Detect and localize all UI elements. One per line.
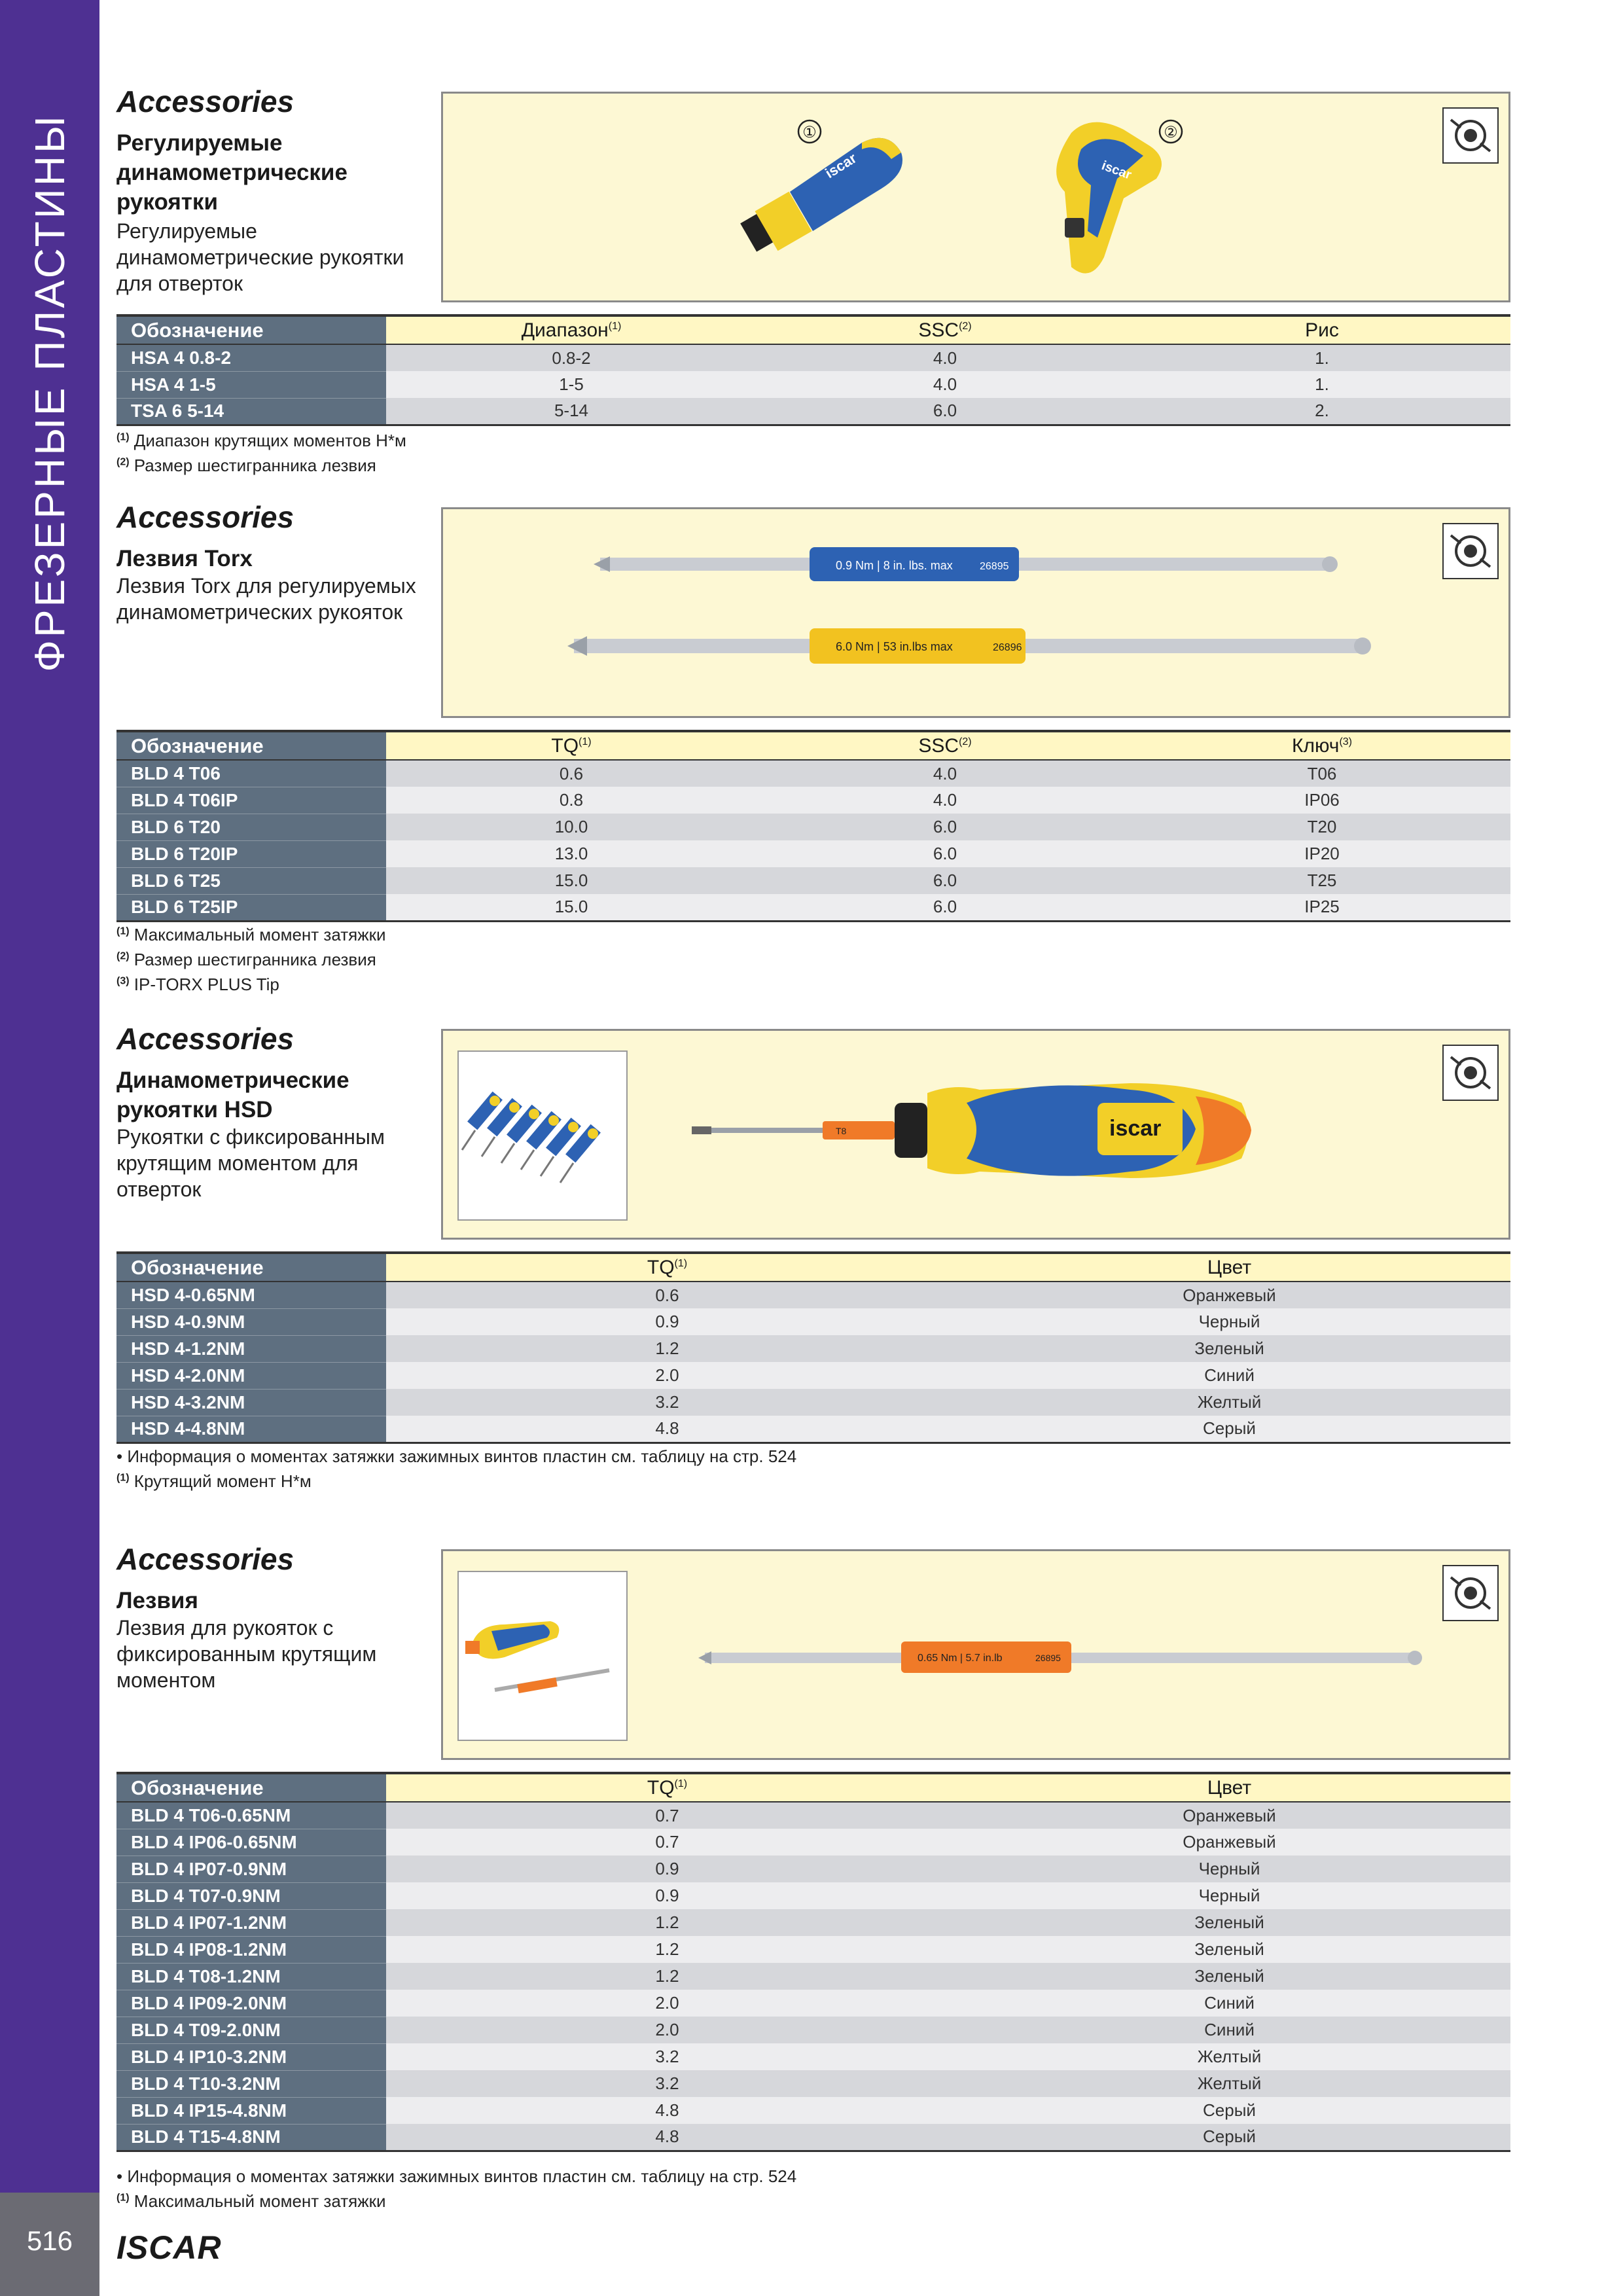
svg-text:iscar: iscar (822, 149, 860, 182)
accessories-title: Accessories (116, 1022, 294, 1056)
table-row: HSD 4-0.9NM 0.9 Черный (116, 1308, 1510, 1335)
table-row: BLD 4 IP07-0.9NM 0.9 Черный (116, 1856, 1510, 1882)
spec-table (116, 730, 1510, 922)
col-header-ssc: SSC$^{(2)}$ (757, 315, 1133, 344)
footnote: • Информация о моментах затяжки зажимных винтов пластин см. таблицу на стр. 524 (116, 1446, 797, 1466)
hsd-handle-illustration (443, 1031, 1512, 1242)
table-row: HSD 4-3.2NM 3.2 Желтый (116, 1389, 1510, 1416)
table-row: BLD 4 IP07-1.2NM 1.2 Зеленый (116, 1909, 1510, 1936)
col-header-tq: TQ$^{(1)}$ (386, 1253, 948, 1282)
svg-text:iscar: iscar (1099, 158, 1133, 183)
table-row: BLD 4 T06 0.6 4.0 T06 (116, 760, 1510, 787)
blade-yellow-icon (567, 628, 1371, 664)
torx-blades-illustration (443, 509, 1512, 720)
table-row: HSD 4-0.65NM 0.6 Оранжевый (116, 1282, 1510, 1308)
table-row: BLD 4 T06IP 0.8 4.0 IP06 (116, 787, 1510, 814)
table-row: BLD 4 IP09-2.0NM 2.0 Синий (116, 1990, 1510, 2017)
torque-symbol-icon (1443, 1566, 1498, 1621)
brand-logo: ISCAR (116, 2229, 222, 2266)
col-header-ssc: SSC$^{(2)}$ (757, 731, 1133, 760)
torque-symbol-icon (1443, 1045, 1498, 1100)
table-row: TSA 6 5-14 5-14 6.0 2. (116, 398, 1510, 425)
svg-text:26895: 26895 (1035, 1653, 1061, 1663)
product-image-box (441, 1029, 1510, 1240)
fixed-torque-blade-illustration (443, 1551, 1512, 1762)
torque-symbol-icon (1443, 524, 1498, 579)
blade-blue-icon (594, 547, 1338, 581)
table-row: HSA 4 1-5 1-5 4.0 1. (116, 371, 1510, 398)
svg-text:0.65 Nm | 5.7 in.lb: 0.65 Nm | 5.7 in.lb (918, 1653, 1003, 1664)
table-row: BLD 4 IP10-3.2NM 3.2 Желтый (116, 2043, 1510, 2070)
image-label-2: ② (1164, 124, 1178, 141)
product-name: Лезвия Torx (116, 546, 253, 571)
footnote: $^{(1)}$ Максимальный момент затяжки (116, 925, 386, 944)
table-row: BLD 6 T20IP 13.0 6.0 IP20 (116, 840, 1510, 867)
torque-symbol-icon (1443, 108, 1498, 163)
adjustable-handles-illustration (443, 94, 1512, 304)
col-header-tq: TQ$^{(1)}$ (386, 731, 757, 760)
table-row: HSA 4 0.8-2 0.8-2 4.0 1. (116, 344, 1510, 371)
col-header-designation: Обозначение (116, 315, 386, 344)
table-row: HSD 4-2.0NM 2.0 Синий (116, 1362, 1510, 1389)
table-row: BLD 6 T25IP 15.0 6.0 IP25 (116, 894, 1510, 921)
product-description: Регулируемые динамометрические рукоятки для отверток (116, 219, 404, 295)
table-row: BLD 4 T08-1.2NM 1.2 Зеленый (116, 1963, 1510, 1990)
table-row: BLD 6 T20 10.0 6.0 T20 (116, 814, 1510, 840)
hsd-handle-icon (692, 1083, 1251, 1178)
col-header-tq: TQ$^{(1)}$ (386, 1773, 948, 1802)
table-row: BLD 6 T25 15.0 6.0 T25 (116, 867, 1510, 894)
product-description: Лезвия Torx для регулируемых динамометрических рукояток (116, 574, 416, 624)
table-row: BLD 4 T09-2.0NM 2.0 Синий (116, 2017, 1510, 2043)
page-number: 516 (26, 2225, 73, 2256)
svg-text:6.0 Nm | 53 in.lbs max: 6.0 Nm | 53 in.lbs max (836, 640, 953, 653)
col-header-designation: Обозначение (116, 1773, 386, 1802)
product-name: Регулируемые динамометрические рукоятки (116, 130, 348, 215)
product-image-box (441, 507, 1510, 718)
table-row: BLD 4 T15-4.8NM 4.8 Серый (116, 2124, 1510, 2151)
straight-handle-icon (740, 120, 902, 252)
svg-text:26896: 26896 (993, 642, 1022, 653)
footnote: $^{(1)}$ Крутящий момент Н*м (116, 1471, 312, 1491)
table-row: BLD 4 IP08-1.2NM 1.2 Зеленый (116, 1936, 1510, 1963)
blade-orange-icon (698, 1641, 1422, 1673)
product-name: Динамометрические рукоятки HSD (116, 1067, 349, 1122)
image-label-1: ① (802, 124, 817, 141)
spec-table (116, 1772, 1510, 2152)
accessories-title: Accessories (116, 1542, 294, 1576)
col-header-designation: Обозначение (116, 731, 386, 760)
table-row: BLD 4 T07-0.9NM 0.9 Черный (116, 1882, 1510, 1909)
footnote: • Информация о моментах затяжки зажимных винтов пластин см. таблицу на стр. 524 (116, 2166, 797, 2186)
svg-text:T8: T8 (836, 1126, 847, 1136)
footnote: $^{(3)}$ IP-TORX PLUS Tip (116, 975, 279, 994)
table-row: BLD 4 T06-0.65NM 0.7 Оранжевый (116, 1802, 1510, 1829)
accessories-title: Accessories (116, 84, 294, 118)
col-header-fig: Рис (1133, 315, 1510, 344)
t-handle-icon (1056, 120, 1182, 274)
svg-text:26895: 26895 (980, 561, 1009, 572)
footnote: $^{(1)}$ Диапазон крутящих моментов Н*м (116, 431, 406, 450)
col-header-key: Ключ$^{(3)}$ (1133, 731, 1510, 760)
col-header-color: Цвет (948, 1253, 1510, 1282)
spec-table (116, 314, 1510, 426)
footnote: $^{(2)}$ Размер шестигранника лезвия (116, 456, 376, 475)
footnote: $^{(1)}$ Максимальный момент затяжки (116, 2191, 386, 2211)
product-name: Лезвия (116, 1588, 198, 1613)
table-row: BLD 4 T10-3.2NM 3.2 Желтый (116, 2070, 1510, 2097)
footnote: $^{(2)}$ Размер шестигранника лезвия (116, 950, 376, 969)
table-row: HSD 4-4.8NM 4.8 Серый (116, 1416, 1510, 1443)
table-row: BLD 4 IP15-4.8NM 4.8 Серый (116, 2097, 1510, 2124)
product-description: Рукоятки с фиксированным крутящим моментом для отверток (116, 1125, 385, 1201)
product-image-box (441, 1549, 1510, 1760)
spec-table (116, 1251, 1510, 1444)
product-description: Лезвия для рукояток с фиксированным крутящим моментом (116, 1616, 377, 1692)
col-header-color: Цвет (948, 1773, 1510, 1802)
svg-text:iscar: iscar (1109, 1116, 1162, 1141)
table-row: HSD 4-1.2NM 1.2 Зеленый (116, 1335, 1510, 1362)
col-header-designation: Обозначение (116, 1253, 386, 1282)
col-header-range: Диапазон$^{(1)}$ (386, 315, 757, 344)
product-image-box (441, 92, 1510, 302)
accessories-title: Accessories (116, 500, 294, 534)
table-row: BLD 4 IP06-0.65NM 0.7 Оранжевый (116, 1829, 1510, 1856)
svg-text:0.9 Nm | 8 in. lbs. max: 0.9 Nm | 8 in. lbs. max (836, 559, 953, 572)
